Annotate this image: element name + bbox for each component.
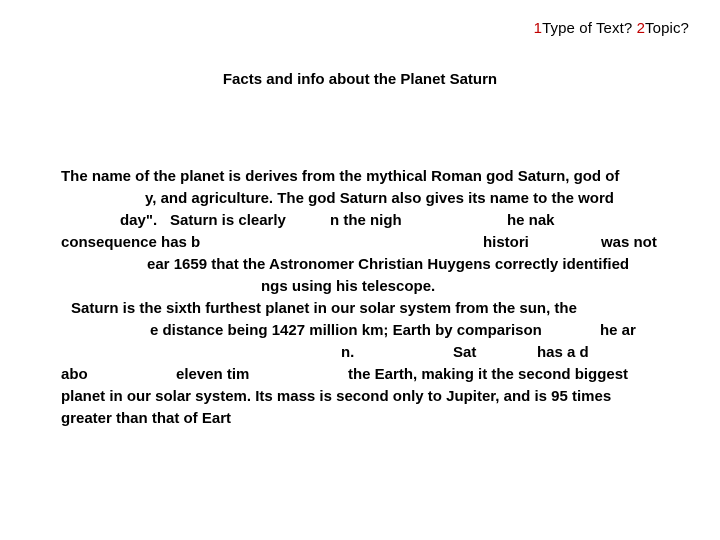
body-text-fragment: Saturn is the sixth furthest planet in our solar system from the sun, the [71,300,577,317]
question-2-number: 2 [636,20,646,37]
body-text-fragment: n the nigh [330,212,402,229]
header-questions [534,20,689,37]
body-text-fragment: was not [601,234,657,251]
body-text-fragment: Sat [453,344,477,361]
question-2-text: Topic? [645,20,689,37]
body-text-fragment: y, and agriculture. The god Saturn also gives its name to the word [145,190,614,207]
body-line [0,278,720,300]
body-line [0,256,720,278]
body-text-fragment: day". [120,212,158,229]
body-line [0,300,720,322]
body-line [0,212,720,234]
body-text-fragment: e distance being 1427 million km; Earth by comparison [150,322,542,339]
body-text-fragment: greater than that of Eart [61,410,232,427]
body-text-fragment: eleven tim [176,366,250,383]
question-1-number: 1 [533,20,543,37]
body-text-fragment: he ar [600,322,636,339]
body-line [0,344,720,366]
body-line [0,366,720,388]
body-text-fragment: consequence has b [61,234,201,251]
body-line [0,388,720,410]
question-1-text: Type of Text? [542,20,637,37]
body-text-fragment: n. [341,344,355,361]
body-text-fragment: has a d [537,344,589,361]
body-text-fragment: abo [61,366,88,383]
body-text-fragment: ear 1659 that the Astronomer Christian Huygens correctly identified [147,256,630,273]
body-line [0,168,720,190]
body-text-fragment: he nak [507,212,555,229]
body-line [0,190,720,212]
body-line [0,410,720,432]
body-text-fragment: ngs using his telescope. [261,278,436,295]
slide-title: Facts and info about the Planet Saturn [222,71,498,88]
body-text-fragment: histori [483,234,529,251]
body-line [0,322,720,344]
body-line [0,234,720,256]
body-text-fragment: planet in our solar system. Its mass is second only to Jupiter, and is 95 times [61,388,612,405]
body-text-fragment: Saturn is clearly [170,212,286,229]
body-text-fragment: The name of the planet is derives from the mythical Roman god Saturn, god of [61,168,620,185]
body-text-fragment: the Earth, making it the second biggest [348,366,629,383]
